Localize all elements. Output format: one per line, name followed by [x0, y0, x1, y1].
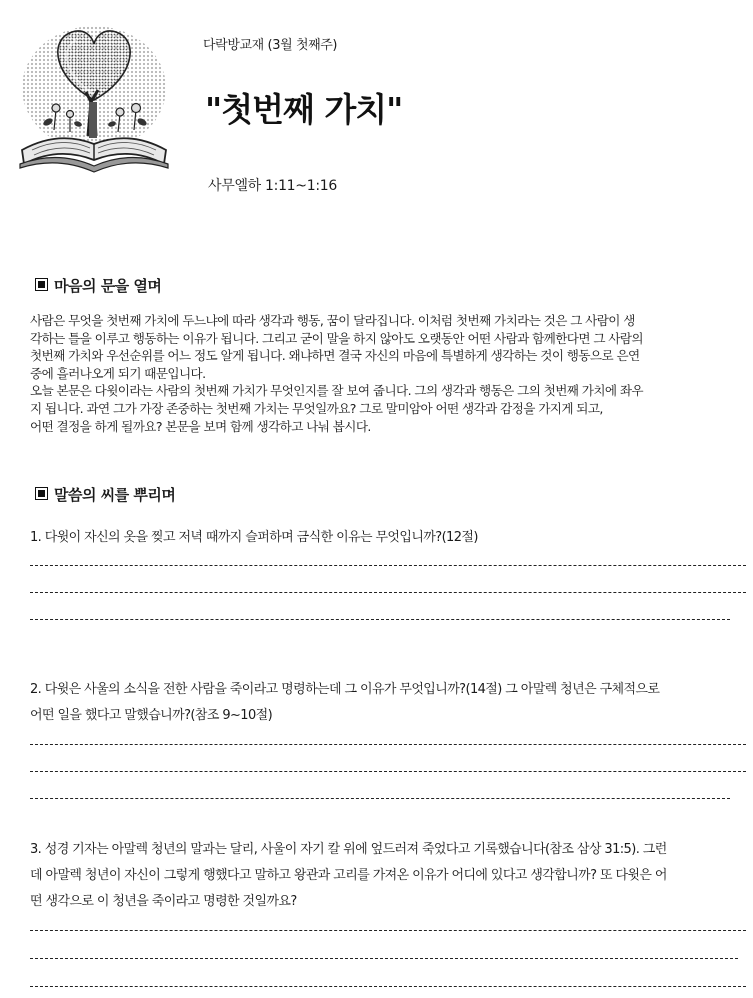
answer-line[interactable] — [30, 986, 746, 987]
question-3 — [30, 837, 745, 915]
section-heading-text: 마음의 문을 열며 — [54, 277, 162, 295]
intro-line: 지 됩니다. 과연 그가 가장 존중하는 첫번째 가치는 무엇일까요? 그로 말미암아 어떤 생각과 감정을 가지게 되고, — [30, 400, 603, 416]
answer-line[interactable] — [30, 798, 730, 799]
question-line: 1. 다윗이 자신의 옷을 찢고 저녁 때까지 슬퍼하며 금식한 이유는 무엇입니까?(12절) — [30, 530, 478, 545]
answer-line[interactable] — [30, 958, 738, 959]
heart-tree-book-logo — [14, 18, 184, 176]
section-heading-sow-word — [35, 484, 175, 505]
question-2 — [30, 677, 745, 729]
question-line: 어떤 일을 했다고 말했습니까?(참조 9~10절) — [30, 708, 273, 723]
question-1 — [30, 525, 745, 551]
intro-line: 어떤 결정을 하게 될까요? 본문을 보며 함께 생각하고 나눠 봅시다. — [30, 418, 371, 434]
square-bullet-icon — [35, 487, 48, 500]
intro-line: 사람은 무엇을 첫번째 가치에 두느냐에 따라 생각과 행동, 꿈이 달라집니다. 이처럼 첫번째 가치라는 것은 그 사람이 생 — [30, 313, 635, 328]
answer-line[interactable] — [30, 565, 746, 566]
lesson-title: "첫번째 가치" — [205, 90, 403, 129]
answer-line[interactable] — [30, 771, 746, 772]
question-line: 2. 다윗은 사울의 소식을 전한 사람을 죽이라고 명령하는데 그 이유가 무엇입니까?(14절) 그 아말렉 청년은 구체적으로 — [30, 682, 660, 697]
lesson-subtitle: 다락방교재 (3월 첫째주) — [203, 38, 338, 53]
intro-line: 중에 흘러나오게 되기 때문입니다. — [30, 365, 206, 381]
heart-tree-on-open-book-icon — [14, 18, 184, 176]
intro-line: 각하는 틀을 이루고 행동하는 이유가 됩니다. 그리고 굳이 말을 하지 않아도 오랫동안 어떤 사람과 함께한다면 그 사람의 — [30, 330, 644, 346]
intro-line: 오늘 본문은 다윗이라는 사람의 첫번째 가치가 무엇인지를 잘 보여 줍니다. 그의 생각과 행동은 그의 첫번째 가치에 좌우 — [30, 383, 644, 399]
square-bullet-icon — [35, 278, 48, 291]
intro-paragraph — [30, 312, 730, 435]
question-line: 데 아말렉 청년이 자신이 그렇게 행했다고 말하고 왕관과 고리를 가져온 이유가 어디에 있다고 생각합니까? 또 다윗은 어 — [30, 868, 667, 883]
answer-line[interactable] — [30, 592, 746, 593]
answer-line[interactable] — [30, 930, 746, 931]
intro-line: 첫번째 가치와 우선순위를 어느 정도 알게 됩니다. 왜냐하면 결국 자신의 마음에 특별하게 생각하는 것이 행동으로 은연 — [30, 348, 640, 364]
question-line: 3. 성경 기자는 아말렉 청년의 말과는 달리, 사울이 자기 칼 위에 엎드러져 죽었다고 기록했습니다(참조 삼상 31:5). 그런 — [30, 842, 667, 857]
scripture-reference: 사무엘하 1:11~1:16 — [208, 178, 337, 194]
section-heading-open-heart — [35, 275, 161, 296]
answer-line[interactable] — [30, 619, 730, 620]
answer-line[interactable] — [30, 744, 746, 745]
section-heading-text: 말씀의 씨를 뿌리며 — [54, 486, 176, 504]
question-line: 떤 생각으로 이 청년을 죽이라고 명령한 것일까요? — [30, 894, 297, 909]
